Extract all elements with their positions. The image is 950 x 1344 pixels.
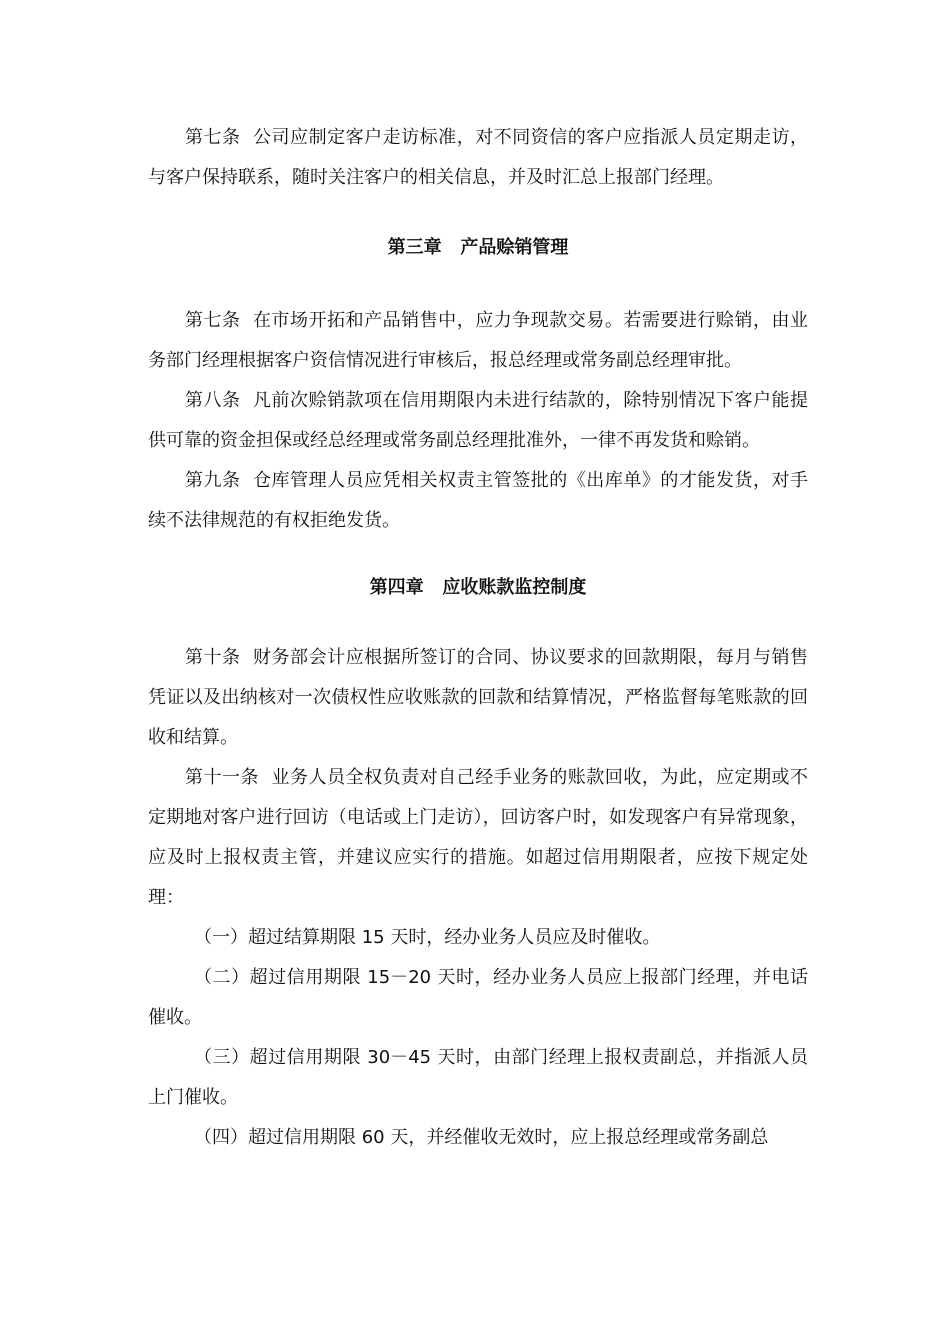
list-item-2: （二）超过信用期限 15－20 天时，经办业务人员应上报部门经理，并电话催收。 bbox=[148, 967, 808, 1028]
chapter-3-title: 第三章 产品赊销管理 bbox=[387, 237, 569, 258]
article-9: 第九条 仓库管理人员应凭相关权责主管签批的《出库单》的才能发货，对手续不法律规范的有权拒绝发货。 bbox=[148, 470, 808, 531]
article-11: 第十一条 业务人员全权负责对自己经手业务的账款回收，为此，应定期或不定期地对客户进行回访（电话或上门走访），回访客户时，如发现客户有异常现象，应及时上报权责主管，并建议应实行的措施。如超过信用期限者，应按下规定处理： bbox=[148, 767, 808, 908]
article-7-credit-sales: 第七条 在市场开拓和产品销售中，应力争现款交易。若需要进行赊销，由业务部门经理根据客户资信情况进行审核后，报总经理或常务副总经理审批。 bbox=[148, 310, 808, 371]
article-8: 第八条 凡前次赊销款项在信用期限内未进行结款的，除特别情况下客户能提供可靠的资金担保或经总经理或常务副总经理批准外，一律不再发货和赊销。 bbox=[148, 390, 808, 451]
document-page bbox=[148, 118, 808, 1158]
article-10: 第十条 财务部会计应根据所签订的合同、协议要求的回款期限，每月与销售凭证以及出纳核对一次债权性应收账款的回款和结算情况，严格监督每笔账款的回收和结算。 bbox=[148, 647, 808, 748]
list-item-1: （一）超过结算期限 15 天时，经办业务人员应及时催收。 bbox=[194, 927, 661, 948]
list-item-3: （三）超过信用期限 30－45 天时，由部门经理上报权责副总，并指派人员上门催收。 bbox=[148, 1047, 808, 1108]
list-item-4: （四）超过信用期限 60 天，并经催收无效时，应上报总经理或常务副总 bbox=[194, 1127, 769, 1148]
chapter-4-title: 第四章 应收账款监控制度 bbox=[369, 577, 587, 598]
article-7-visit-standard: 第七条 公司应制定客户走访标准，对不同资信的客户应指派人员定期走访，与客户保持联系，随时关注客户的相关信息，并及时汇总上报部门经理。 bbox=[148, 127, 808, 188]
